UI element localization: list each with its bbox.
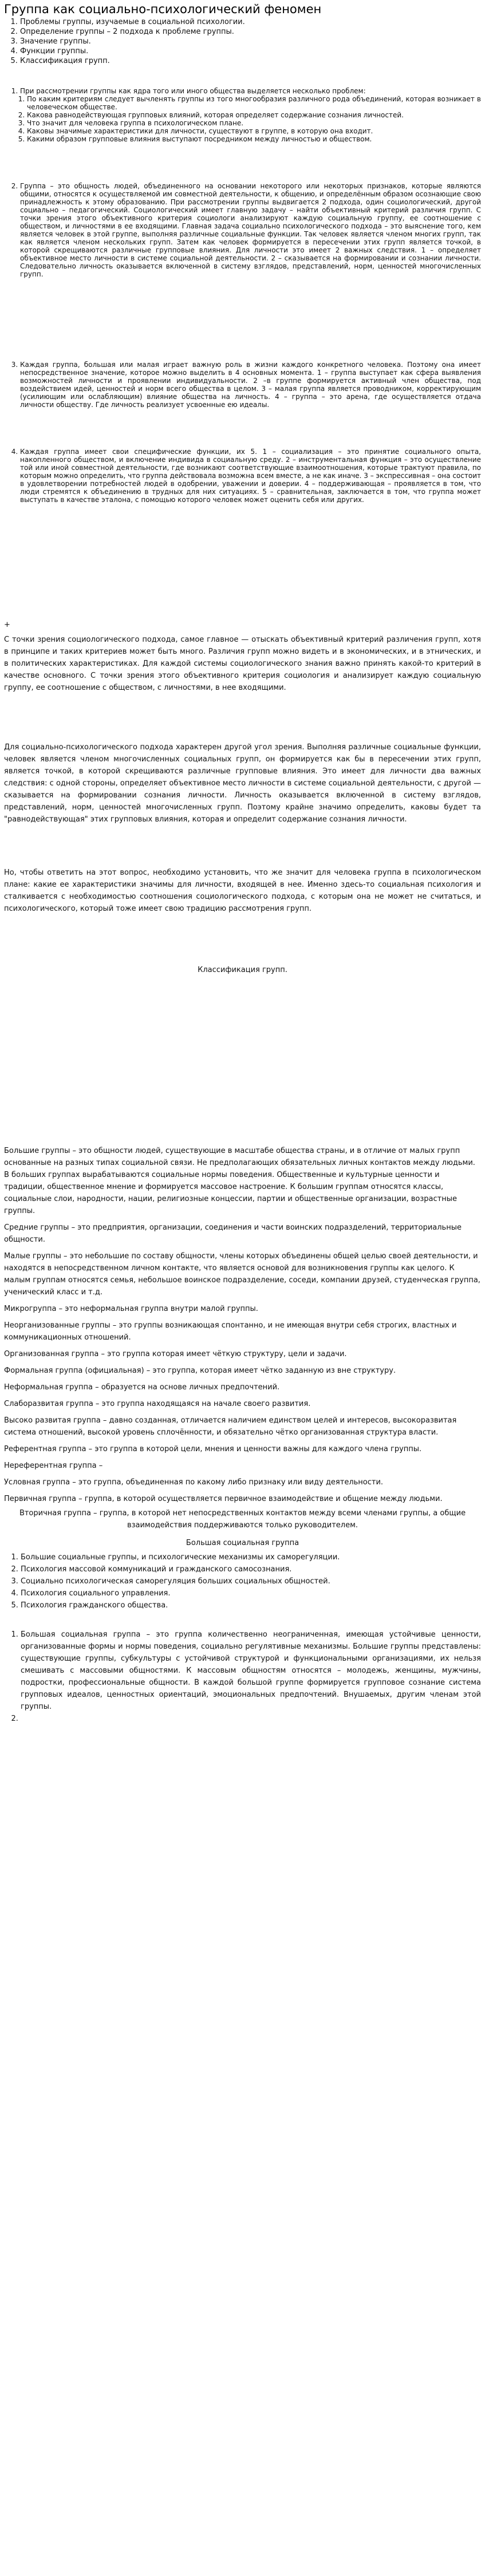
small-groups-text: Малые группы – это небольшие по составу общности, члены которых объединены общей целью своей деятельности, и находятся в непосредственном личном контакте, что является основой для возникновения группы как целого. К малым группам относятся семья, небольшое воинское подразделение, соседи, компании друзей, студенческая группа, ученический класс и т.д. bbox=[4, 1252, 480, 1297]
section-list-4 bbox=[0, 448, 481, 504]
informal-group-text: Неформальная группа – образуется на основе личных предпочтений. bbox=[4, 1383, 280, 1392]
formal-group-text: Формальная группа (официальная) – это группа, которая имеет чётко заданную из вне структуру. bbox=[4, 1366, 396, 1375]
section-problems bbox=[0, 87, 485, 143]
toc-item: 1. Проблемы группы, изучаемые в социальной психологии. bbox=[20, 17, 485, 27]
section-definition bbox=[0, 182, 485, 278]
big-social-item: 5. Психология гражданского общества. bbox=[21, 1599, 481, 1611]
big-social-list bbox=[0, 1551, 481, 1611]
big-social-item: 3. Социально психологическая саморегуляция больших социальных общностей. bbox=[21, 1575, 481, 1587]
significance-text: 3. Каждая группа, большая или малая играет важную роль в жизни каждого конкретного человека. Поэтому она имеет непосредственное значение, которое можно выделить в 4 основных момента. 1 – группа выступает как сфера выявления возможностей личности и проявлении индивидуальности. 2 –в группе формируется активный член общества, под воздействием идей, ценностей и норм всего общества в целом. 3 – малая группа является проводником, корректирующим (усилиющим или ослабляющим) влияние общества на личность. 4 – группа – это арена, где осуществляется отдача личности обществу. Где личность реализует усвоенные ею идеалы. bbox=[20, 361, 481, 409]
paragraph-text: Но, чтобы ответить на этот вопрос, необходимо установить, что же значит для человека группа в психологическом плане: какие ее характеристики значимы для личности, входящей в нее. Именно здесь-то социальная психология и сталкивается с необходимостью соотношения социологического подхода, с которым она не может не считаться, и психологического, который тоже имеет свою традицию рассмотрения групп. bbox=[4, 868, 481, 913]
big-social-item: 4. Психология социального управления. bbox=[21, 1587, 481, 1599]
toc-block bbox=[0, 17, 485, 66]
toc-item: 5. Классификация групп. bbox=[20, 56, 485, 66]
section-list-3 bbox=[0, 361, 481, 409]
problem-item: 2. Какова равнодействующая групповых влияний, которая определяет содержание сознания личностей. bbox=[27, 111, 481, 119]
org-group-text: Организованная группа – это группа которая имеет чёткую структуру, цели и задачи. bbox=[4, 1350, 347, 1358]
final-item: 1. Большая социальная группа – это группа количественно неограниченная, имеющая устойчивые ценности, организованные формы и нормы поведения, социально регулятивные механизмы. Большие группы представлены: существующие группы, субкультуры с устойчивой структурой и функциональными организациями, их нельзя смешивать с массовыми общностями. К массовым общностям относятся – молодежь, женщины, мужчины, подростки, профессиональные общности. В каждой большой группе формируется групповое сознание система групповых идеалов, ценностных ориентаций, эмоциональных предпочтений. Внушаемых, другим членам этой группы. bbox=[21, 1629, 481, 1713]
big-social-item: 1. Большие социальные группы, и психологические механизмы их саморегуляции. bbox=[21, 1551, 481, 1563]
big-social-item: 2. Психология массовой коммуникаций и гражданского самосознания. bbox=[21, 1563, 481, 1575]
nonreference-group-text: Нереферентная группа – bbox=[4, 1461, 103, 1470]
section-item-1 bbox=[20, 87, 481, 143]
section-significance bbox=[0, 361, 485, 409]
paragraph-sociological bbox=[0, 634, 485, 694]
problems-list bbox=[20, 95, 481, 143]
unorg-group-text: Неорганизованные группы – это группы возникающая спонтанно, и не имеющая внутри себя строгих, властных и коммуникационных отношений. bbox=[4, 1321, 457, 1342]
problem-item: 3. Что значит для человека группа в психологическом плане. bbox=[27, 119, 481, 127]
classification-list bbox=[0, 1145, 485, 1725]
big-social-title: Большая социальная группа bbox=[186, 1539, 299, 1547]
page-title: Группа как социально-психологический феномен bbox=[4, 2, 322, 16]
toc-item: 3. Значение группы. bbox=[20, 37, 485, 46]
plus-marker: + bbox=[4, 621, 10, 629]
problem-item: 1. По каким критериям следует вычленять группы из того многообразия различного рода объединений, которая возникает в человеческом обществе. bbox=[27, 95, 481, 111]
secondary-group-text: Вторичная группа – группа, в которой нет непосредственных контактов между всеми членами группы, а общие взаимодействия поддерживаются только руководителем. bbox=[19, 1509, 466, 1530]
micro-group-text: Микрогруппа – это неформальная группа внутри малой группы. bbox=[4, 1305, 258, 1313]
high-group-text: Высоко развитая группа – давно созданная, отличается наличием единством целей и интересов, высокоразвитая система отношений, высокой уровень сплочённости, и обязательно чётко организованная структура власти. bbox=[4, 1416, 457, 1437]
reference-group-text: Референтная группа – это группа в которой цели, мнения и ценности важны для каждого члена группы. bbox=[4, 1445, 422, 1453]
toc-item: 2. Определение группы – 2 подхода к проблеме группы. bbox=[20, 27, 485, 37]
functions-text: 4. Каждая группа имеет свои специфические функции, их 5. 1 – социализация – это принятие социального опыта, накопленного обществом, и включение индивида в социальную среду. 2 – инструментальная функция – это осуществление той или иной совместной деятельности, где возникают соответствующие взаимоотношения, которые трактуют правила, по которым можно определить, что группа действовала возможна всем вместе, а не как иначе. 3 – экспрессивная – она состоит в удовлетворении потребностей людей в одобрении, уважении и доверии. 4 – поддерживающая – проявляется в том, что люди стремятся к объединению в трудных для них ситуациях. 5 – сравнительная, заключается в том, что группа может выступать в качестве эталона, с помощью которого человек может оценить себя или других. bbox=[20, 448, 481, 504]
paragraph-question bbox=[0, 867, 485, 915]
conditional-group-text: Условная группа – это группа, объединенная по какому либо признаку или виду деятельности. bbox=[4, 1478, 384, 1487]
section-list-1 bbox=[0, 87, 481, 143]
paragraph-text: Для социально-психологического подхода характерен другой угол зрения. Выполняя различные социальные функции, человек является членом многочисленных социальных групп, он формируется как бы в пересечении этих групп, является точкой, в которой скрещиваются различные групповые влияния. Это имеет для личности два важных следствия: с одной стороны, определяет объективное место личности в системе социальной деятельности, с другой — сказывается на формировании сознания личности. Личность оказывается включенной в систему взглядов, представлений, норм, ценностей многочисленных групп. Поэтому крайне значимо определить, каковы будет та "равнодействующая" этих групповых влияния, которая и определит содержание сознания личности. bbox=[4, 743, 481, 824]
final-item-empty bbox=[21, 1713, 481, 1725]
section-functions bbox=[0, 448, 485, 504]
definition-text: 2. Группа – это общность людей, объединенного на основании некоторого или некоторых признаков, которые являются общими, относятся к осуществляемой им совместной деятельности, к общению, и определённым образом осознающие свою принадлежность к этому образованию. При рассмотрении группы выдвигается 2 подхода, один социологический, другой социально – педагогический. Социологический имеет главную задачу – найти объективный критерий различия групп. С точки зрения этого объективного критерия социологи анализируют каждую социальную группу, ее соотношение с обществом, и личностями в ее входящими. Главная задача социально психологического подхода – это выяснение того, кем является человек в этой группе, выполняя различные социальные функции. Так человек является членом многих групп, так как является членом нескольких групп. Затем как человек формируется в пересечении этих групп является точкой, в которой скрещиваются различные групповые влияния. Для личности это имеет 2 важных следствия. 1 – определяет объективное место личности в системе социальной деятельности. 2 – сказывается на формировании и сознании личности. Следовательно личность оказывается включенной в систему взглядов, представлений, норм, ценностей многочисленных групп. bbox=[20, 182, 481, 278]
toc-item: 4. Функции группы. bbox=[20, 46, 485, 56]
classification-title: Классификация групп. bbox=[198, 966, 287, 974]
problem-item: 4. Каковы значимые характеристики для личности, существуют в группе, в которую она входит. bbox=[27, 127, 481, 135]
primary-group-text: Первичная группа – группа, в которой осуществляется первичное взаимодействие и общение между людьми. bbox=[4, 1495, 443, 1503]
toc-list bbox=[0, 17, 485, 66]
big-groups-text: Большие группы – это общности людей, существующие в масштабе общества страны, и в отличие от малых групп основанные на разных типах социальной связи. Не предполагающих обязательных личных контактов между людьми. В больших группах вырабатываются социальные нормы поведения. Общественные и культурные ценности и традиции, общественное мнение и формируется массовое настроение. К большим группам относятся классы, социальные слои, народности, нации, религиозные концессии, партии и общественные организации, возрастные группы. bbox=[4, 1147, 475, 1215]
section-list-2 bbox=[0, 182, 481, 278]
problem-item: 5. Какими образом групповые влияния выступают посредником между личностью и обществом. bbox=[27, 135, 481, 143]
final-list bbox=[0, 1629, 481, 1725]
paragraph-text: С точки зрения социологического подхода, самое главное — отыскать объективный критерий различения групп, хотя в принципе и таких критериев может быть много. Различия групп можно видеть и в экономических, и в этнических, и в политических характеристиках. Для каждой системы социологического знания важно принять какой-то критерий в качестве основного. С точки зрения этого объективного критерия социология и анализирует каждую социальную группу, ее соотношение с обществом, с личностями, в нее входящими. bbox=[4, 635, 481, 692]
paragraph-psychological bbox=[0, 741, 485, 825]
weak-group-text: Слаборазвитая группа – это группа находящаяся на начале своего развития. bbox=[4, 1400, 311, 1408]
section-1-lead: При рассмотрении группы как ядра того или иного общества выделяется несколько проблем: bbox=[20, 87, 366, 95]
mid-groups-text: Средние группы – это предприятия, организации, соединения и части воинских подразделений, территориальные общности. bbox=[4, 1223, 462, 1244]
